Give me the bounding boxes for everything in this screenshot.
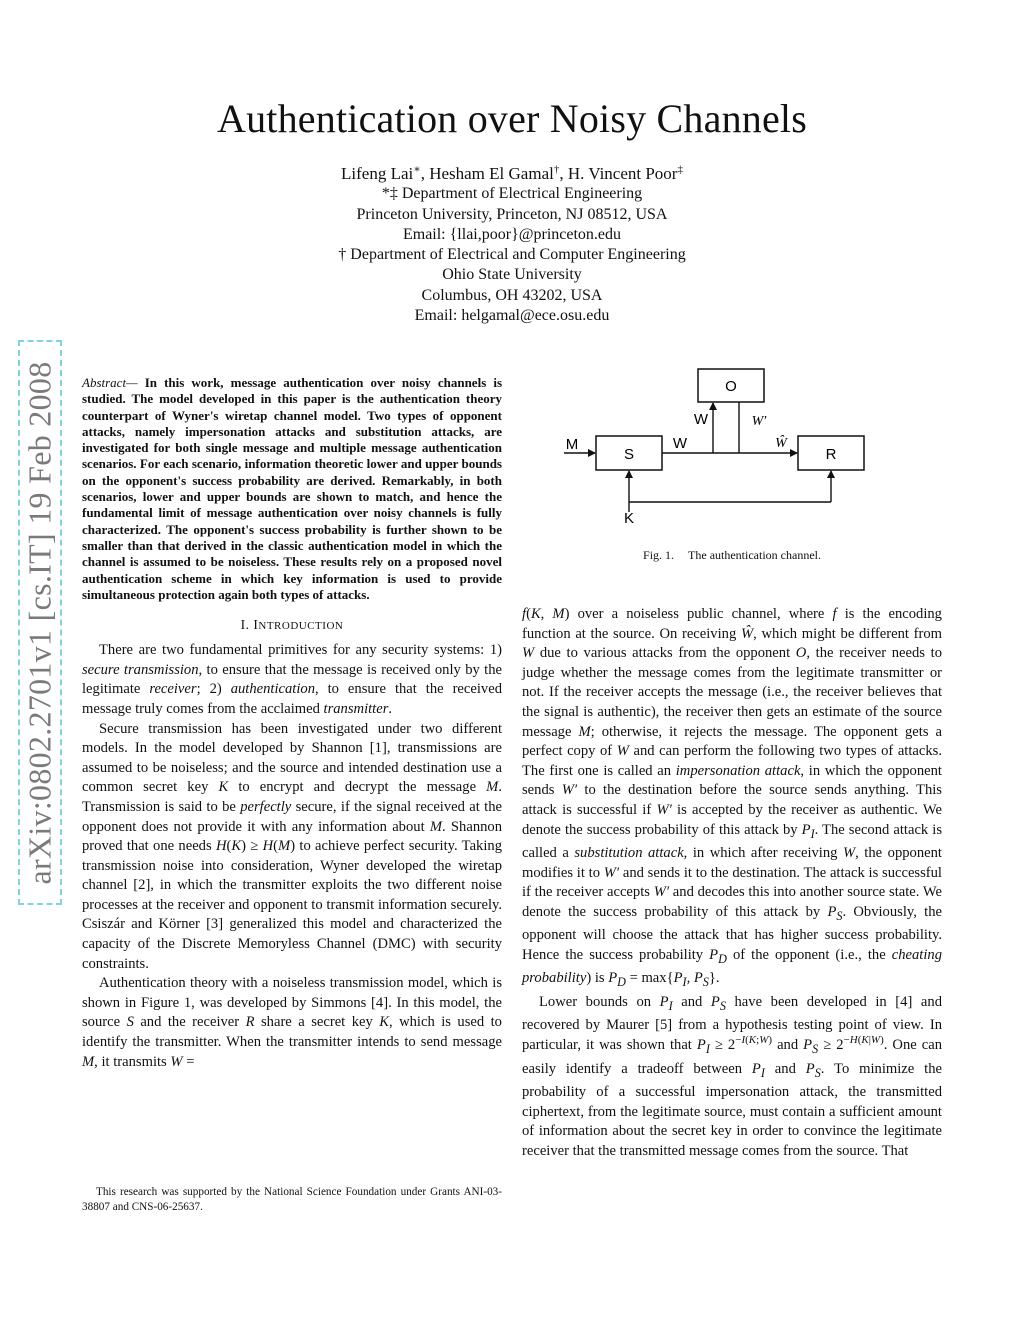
label-message: M [565,436,579,453]
right-column [522,605,942,1161]
section-heading-introduction [82,617,502,633]
abstract-label: Abstract— [82,375,138,390]
affiliation-email-2: Email: helgamal@ece.osu.edu [414,307,610,325]
affiliation-univ-1: Princeton University, Princeton, NJ 08512, USA [356,205,668,223]
paper-title: Authentication over Noisy Channels [216,96,808,141]
arxiv-stamp [18,340,62,905]
author-block [0,164,1024,326]
left-column [82,375,502,1072]
abstract-text: In this work, message authentication over noisy channels is studied. The model developed in this paper is the authentication theory counterpart of Wyner's wiretap channel model. Two types of opponent attacks, namely impersonation attacks and substitution attacks, are investigated for both single message and multiple message authentication scenarios. For each scenario, information theoretic lower and upper bounds on the opponent's success probability are derived. Remarkably, in both scenarios, lower and upper bounds are shown to match, and hence the fundamental limit of message authentication over noisy channels is fully characterized. The opponent's success probability is further shown to be smaller than that derived in the classic authentication model in which the channel is assumed to be noiseless. These results rely on a proposed novel authentication scheme in which key information is used to provide simultaneous protection again both types of attacks. [82,375,503,602]
affiliation-dept-2: † Department of Electrical and Computer Engineering [338,246,686,264]
figure-caption-text: The authentication channel. [688,548,821,562]
label-w-out: W [672,435,688,452]
figure-caption [522,548,942,563]
figure-diagram [552,362,944,542]
author-names: Lifeng Lai∗, Hesham El Gamal†, H. Vincent Poor‡ [341,163,683,183]
intro-paragraph-2: Secure transmission has been investigated under two different models. In the model developed by Shannon [1], transmissions are assumed to be noiseless; and the source and intended destination use a common secret key K to encrypt and decrypt the message M. Transmission is said to be perfectly secure, if the signal received at the opponent does not provide it with any information about M. Shannon proved that one needs H(K) ≥ H(M) to achieve perfect security. Taking transmission noise into consideration, Wyner developed the wiretap channel [2], in which the transmitter exploits the two different noise processes at the receiver and opponent to transmit information securely. Csiszár and Körner [3] generalized this model and characterized the capacity of the Discrete Memoryless Channel (DMC) with security constraints. [82,720,503,972]
label-w-hat: Ŵ [775,436,787,451]
authentication-channel-figure [552,362,944,542]
section-first-letter: I [253,617,259,633]
affiliation-dept-1: *‡ Department of Electrical Engineering [381,185,643,203]
intro-paragraph-1: There are two fundamental primitives for any security systems: 1) secure transmission, to ensure that the message is received only by the legitimate receiver; 2) authentication, to ensure that the received message truly comes from the acclaimed transmitter. [82,642,502,717]
intro-paragraph-3: Authentication theory with a noiseless transmission model, which is shown in Figure 1, was developed by Simmons [4]. In this model, the source S and the receiver R share a secret key K, which is used to identify the transmitter. When the transmitter intends to send message M, it transmits W = [82,975,502,1070]
abstract [82,375,502,603]
label-w-up: W [693,411,709,428]
label-receiver: R [825,446,837,463]
section-rest: NTRODUCTION [258,620,344,633]
label-w-prime: W′ [751,414,767,429]
affiliation-city-2: Columbus, OH 43202, USA [421,286,603,304]
label-key: K [623,510,635,527]
affiliation-email-1: Email: {llai,poor}@princeton.edu [402,225,622,243]
figure-caption-label: Fig. 1. [643,548,675,562]
arxiv-stamp-text: arXiv:0802.2701v1 [cs.IT] 19 Feb 2008 [21,360,58,885]
right-paragraph-1: f(K, M) over a noiseless public channel, where f is the encoding function at the source. On receiving Ŵ, which might be different from W due to various attacks from the opponent O, the receiver needs to judge whether the message comes from the legitimate transmitter or not. If the receiver accepts the message (i.e., the receiver believes that the signal is authentic), the receiver then gets an estimate of the source message M; otherwise, it rejects the message. The opponent gets a perfect copy of W and can perform the following two types of attacks. The first one is called an impersonation attack, in which the opponent sends W′ to the destination before the source sends anything. This attack is successful if W′ is accepted by the receiver as authentic. We denote the success probability of this attack by $P_I$. The second attack is called a substitution attack, in which after receiving W, the opponent modifies it to W′ and sends it to the destination. The attack is successful if the receiver accepts W′ and decodes this into another source state. We denote the success probability of this attack by $P_S$. Obviously, the opponent will choose the attack that has higher success probability. Hence the success probability $P_D$ of the opponent (i.e., the cheating probability) is $P_D = \max\{P_I$, $P_S$}. [522,606,943,990]
section-number: I. [240,617,250,633]
label-opponent: O [725,378,737,395]
label-source: S [623,446,635,463]
footnote: This research was supported by the National Science Foundation under Grants ANI-03-38807 and CNS-06-25637. [82,1186,502,1213]
right-paragraph-2: Lower bounds on $P_I$ and $P_S$ have been developed in [4] and recovered by Maurer [5] from a hypothesis testing point of view. In particular, it was shown that $P_I \ge 2^{-I(K;W)}$ and $P_S \ge 2^{-H(K|W)}$. One can easily identify a tradeoff between $P_I$ and $P_S$. To minimize the probability of a successful impersonation attack, the transmitted ciphertext, from the legitimate source, must contain a sufficient amount of information about the secret key in order to convince the legitimate receiver that the transmitted message comes from the source. That [522,993,943,1159]
affiliation-univ-2: Ohio State University [442,266,582,284]
